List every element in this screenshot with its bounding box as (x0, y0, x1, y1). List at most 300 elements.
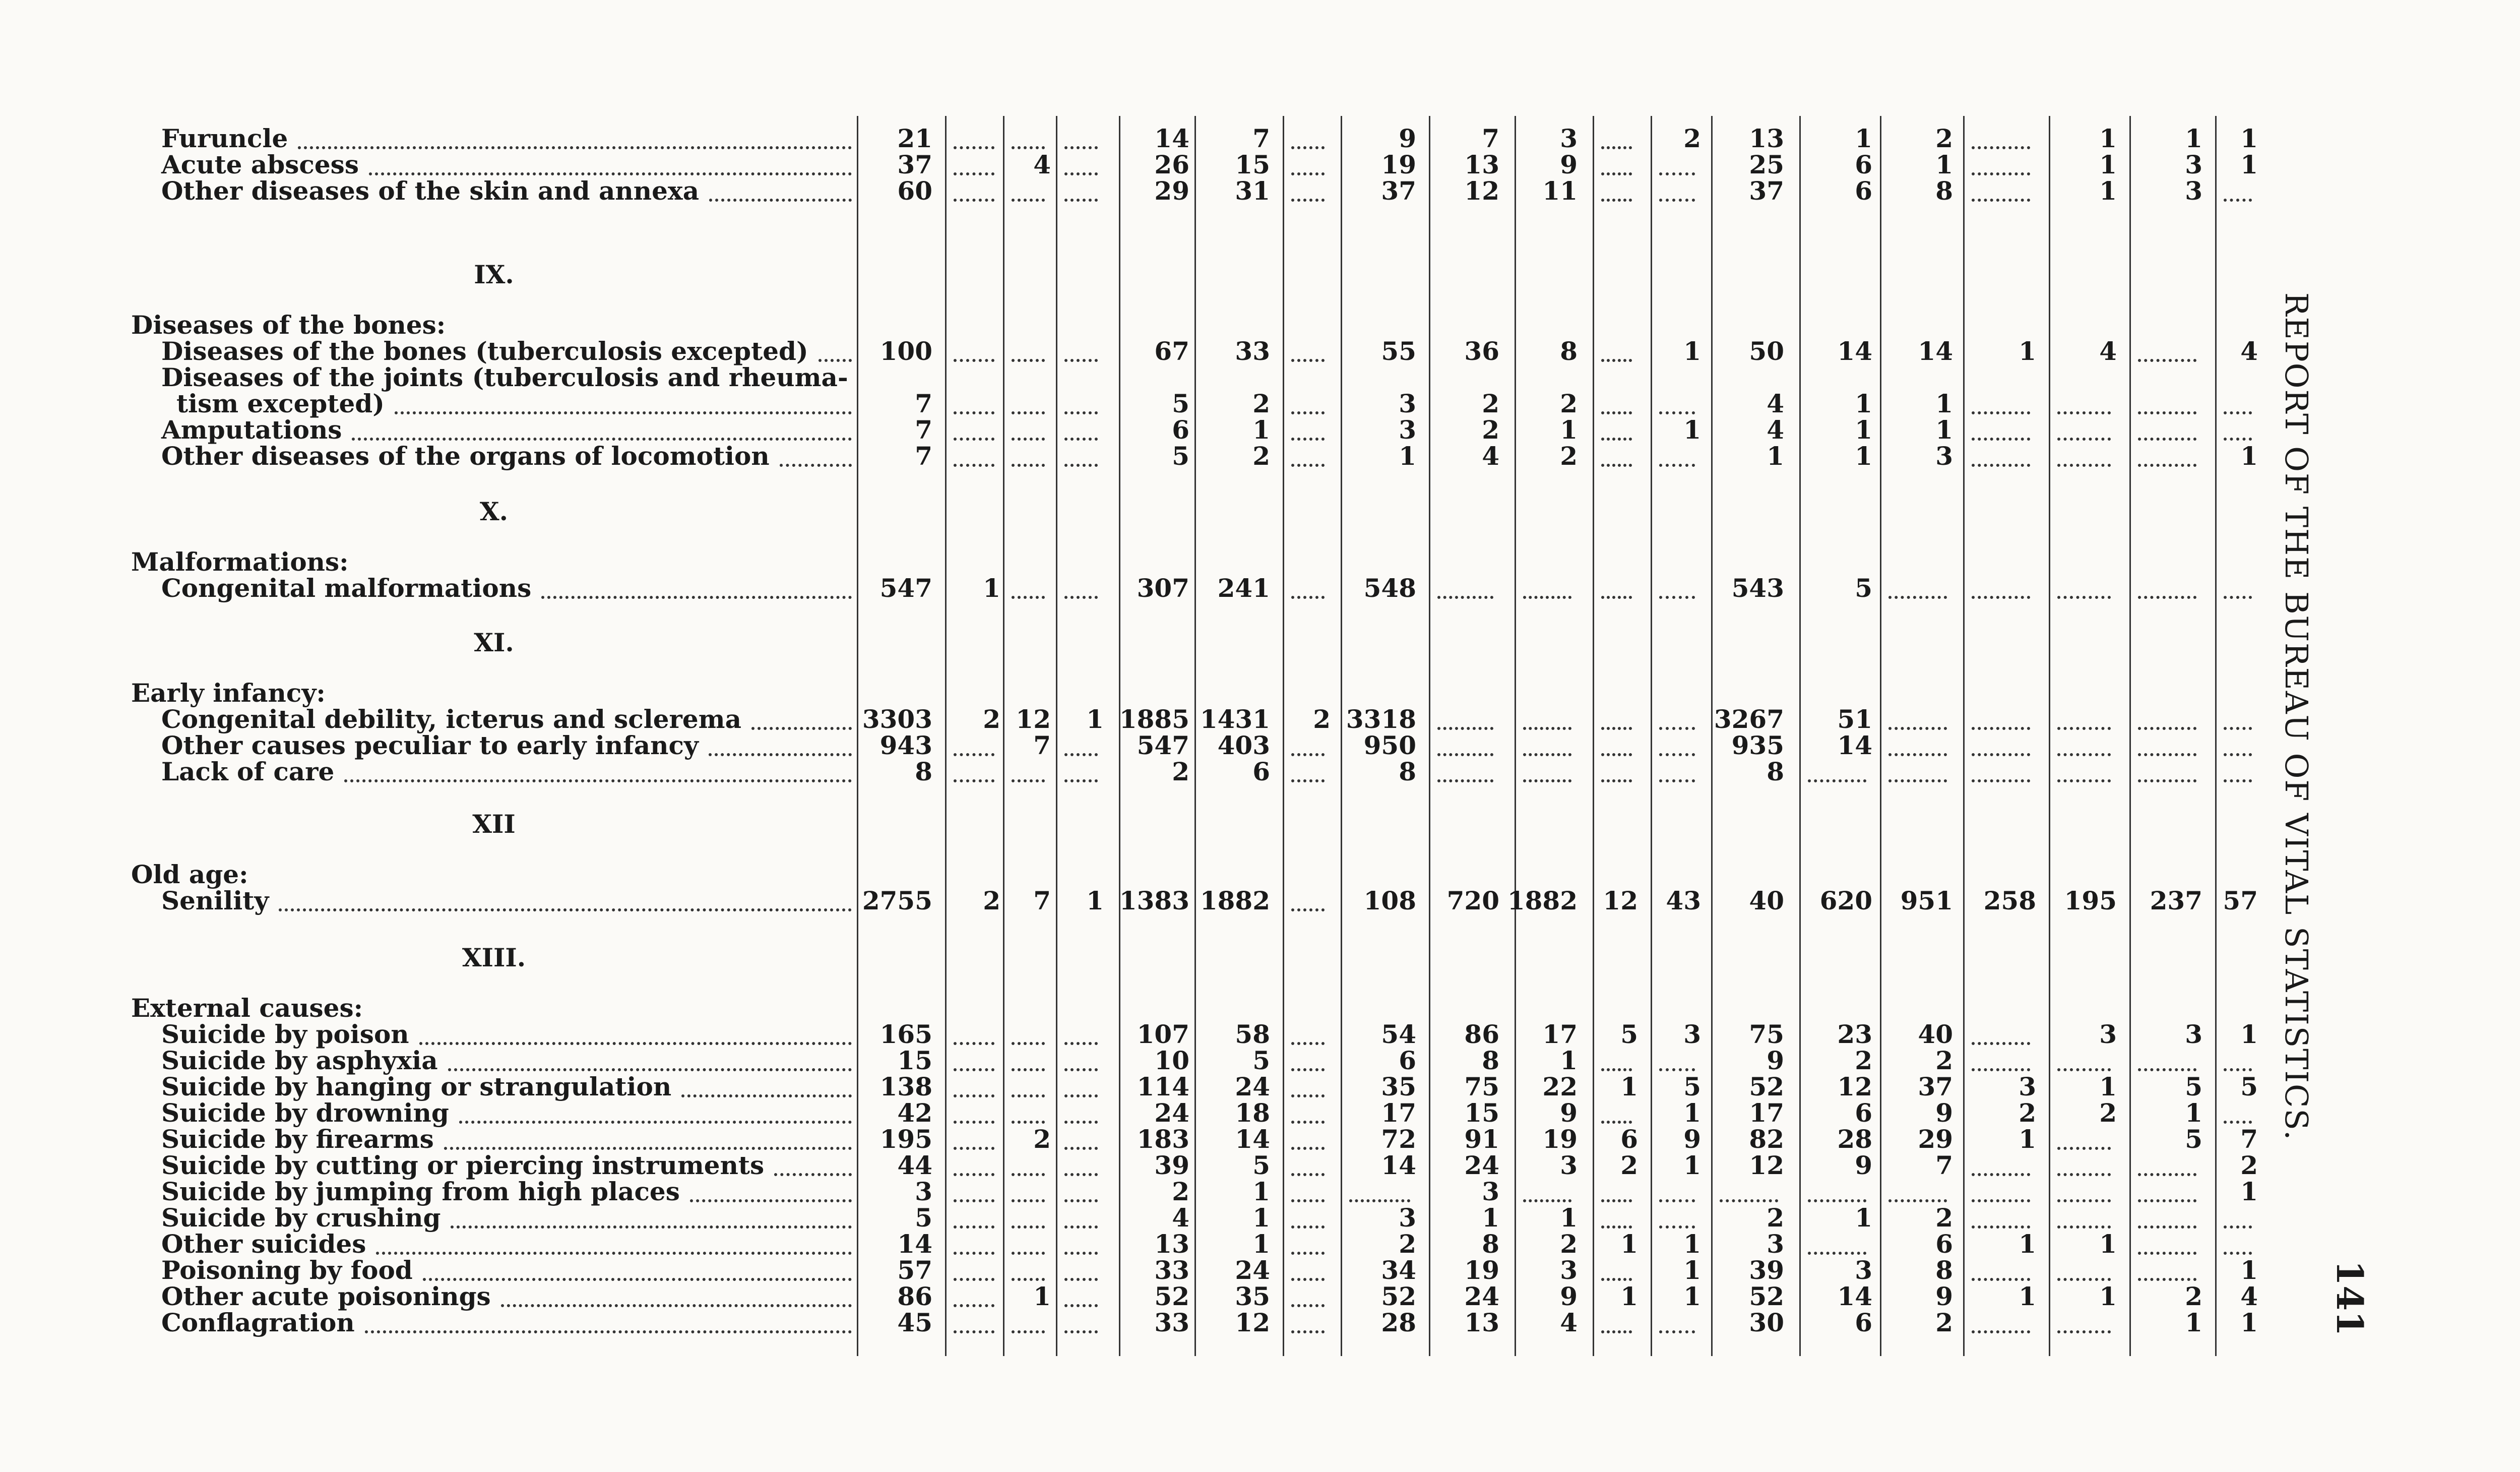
leader-dots (344, 779, 852, 782)
empty-cell-dots (1064, 199, 1098, 202)
leader-dots (709, 753, 852, 756)
table-cell: 114 (1137, 1072, 1189, 1101)
table-cell: 3 (2019, 1072, 2036, 1101)
table-cell: 12 (1464, 176, 1499, 206)
table-cell: 4 (1482, 441, 1499, 471)
table-cell: 29 (1918, 1124, 1953, 1154)
leader-dots (419, 1042, 852, 1045)
table-cell: 30 (1749, 1308, 1784, 1337)
empty-cell-dots (1291, 411, 1325, 414)
table-cell: 2 (1767, 1203, 1784, 1233)
table-cell: 19 (1464, 1255, 1499, 1285)
row-label: Other suicides (161, 1229, 366, 1259)
empty-cell-dots (1012, 779, 1045, 782)
leader-dots (681, 1094, 852, 1097)
group-heading: Diseases of the bones: (131, 310, 446, 340)
row-label: Suicide by hanging or strangulation (161, 1072, 672, 1101)
empty-cell-dots (1972, 1042, 2030, 1045)
table-cell: 11 (1542, 176, 1578, 206)
table-cell: 2 (1482, 415, 1499, 445)
table-cell: 241 (1217, 573, 1270, 603)
section-numeral: IX. (474, 260, 514, 289)
empty-cell-dots (1659, 753, 1695, 756)
empty-cell-dots (1064, 1199, 1098, 1202)
table-cell: 6 (1855, 1308, 1872, 1337)
table-cell: 2 (1172, 1177, 1189, 1206)
table-cell: 1 (983, 573, 1000, 603)
table-cell: 1 (1767, 441, 1784, 471)
empty-cell-dots (1012, 359, 1045, 362)
empty-cell-dots (1012, 1173, 1045, 1176)
empty-cell-dots (1888, 727, 1947, 730)
empty-cell-dots (1064, 753, 1098, 756)
empty-cell-dots (2057, 438, 2111, 441)
empty-cell-dots (1972, 779, 2030, 782)
empty-cell-dots (1064, 1094, 1098, 1097)
row-label: Suicide by jumping from high places (161, 1177, 680, 1206)
empty-cell-dots (1523, 779, 1571, 782)
table-cell: 34 (1381, 1255, 1416, 1285)
table-cell: 1 (1252, 1229, 1270, 1259)
row-label: Furuncle (161, 124, 288, 153)
column-rule (1056, 116, 1057, 1356)
table-cell: 1 (2099, 1072, 2117, 1101)
group-heading: Early infancy: (131, 678, 326, 708)
empty-cell-dots (1601, 1199, 1632, 1202)
table-cell: 14 (1918, 336, 1953, 366)
table-cell: 57 (897, 1255, 932, 1285)
table-cell: 86 (897, 1281, 932, 1311)
table-cell: 40 (1749, 886, 1784, 915)
empty-cell-dots (954, 1094, 994, 1097)
table-cell: 2 (1252, 441, 1270, 471)
empty-cell-dots (1064, 1068, 1098, 1071)
empty-cell-dots (1064, 596, 1098, 599)
table-cell: 57 (2223, 886, 2258, 915)
table-cell: 14 (1837, 1281, 1872, 1311)
table-cell: 2 (2240, 1150, 2258, 1180)
row-label: Diseases of the joints (tuberculosis and rheuma- (161, 362, 848, 392)
empty-cell-dots (2224, 779, 2252, 782)
leader-dots (541, 596, 852, 599)
leader-dots (709, 199, 852, 202)
table-cell: 43 (1666, 886, 1701, 915)
empty-cell-dots (1972, 1173, 2030, 1176)
empty-cell-dots (1888, 1199, 1947, 1202)
table-cell: 14 (897, 1229, 932, 1259)
table-cell: 1885 (1119, 704, 1189, 734)
table-cell: 307 (1137, 573, 1189, 603)
table-cell: 3 (2185, 150, 2202, 179)
empty-cell-dots (2057, 1068, 2111, 1071)
table-cell: 28 (1381, 1308, 1416, 1337)
table-cell: 8 (1482, 1046, 1499, 1075)
table-cell: 951 (1900, 886, 1953, 915)
empty-cell-dots (1808, 779, 1866, 782)
empty-cell-dots (1437, 779, 1493, 782)
table-cell: 82 (1749, 1124, 1784, 1154)
empty-cell-dots (1523, 753, 1571, 756)
table-cell: 12 (1603, 886, 1638, 915)
empty-cell-dots (2057, 1147, 2111, 1150)
table-cell: 548 (1363, 573, 1416, 603)
table-cell: 1 (2019, 336, 2036, 366)
table-cell: 2 (1482, 389, 1499, 418)
empty-cell-dots (2138, 727, 2196, 730)
table-cell: 108 (1363, 886, 1416, 915)
table-cell: 12 (1749, 1150, 1784, 1180)
leader-dots (376, 1252, 852, 1255)
table-cell: 14 (1235, 1124, 1270, 1154)
table-cell: 2 (1683, 124, 1701, 153)
table-cell: 1 (1560, 415, 1578, 445)
empty-cell-dots (2057, 1173, 2111, 1176)
empty-cell-dots (1972, 411, 2030, 414)
empty-cell-dots (2224, 1121, 2252, 1124)
table-cell: 2 (1620, 1150, 1638, 1180)
empty-cell-dots (1659, 464, 1695, 467)
row-label: Suicide by drowning (161, 1098, 449, 1128)
empty-cell-dots (2224, 199, 2252, 202)
row-label: Congenital malformations (161, 573, 532, 603)
table-cell: 15 (1464, 1098, 1499, 1128)
table-cell: 1 (2019, 1281, 2036, 1311)
empty-cell-dots (2138, 596, 2196, 599)
table-cell: 1 (1935, 150, 1953, 179)
table-cell: 13 (1749, 124, 1784, 153)
table-cell: 1 (2240, 1177, 2258, 1206)
table-cell: 52 (1749, 1281, 1784, 1311)
empty-cell-dots (1012, 199, 1045, 202)
column-rule (2129, 116, 2131, 1356)
table-cell: 1 (1399, 441, 1416, 471)
table-cell: 24 (1235, 1255, 1270, 1285)
table-cell: 1 (1252, 1203, 1270, 1233)
group-heading: Malformations: (131, 547, 349, 577)
empty-cell-dots (1012, 596, 1045, 599)
section-numeral: X. (479, 497, 509, 526)
section-numeral: XII (472, 809, 516, 839)
leader-dots (459, 1121, 852, 1124)
table-cell: 1882 (1507, 886, 1578, 915)
empty-cell-dots (1064, 1042, 1098, 1045)
empty-cell-dots (954, 1199, 994, 1202)
empty-cell-dots (954, 1278, 994, 1281)
table-cell: 100 (879, 336, 932, 366)
empty-cell-dots (1888, 596, 1947, 599)
empty-cell-dots (1291, 199, 1325, 202)
empty-cell-dots (1972, 753, 2030, 756)
row-label: Other acute poisonings (161, 1281, 491, 1311)
empty-cell-dots (1012, 411, 1045, 414)
empty-cell-dots (1291, 1173, 1325, 1176)
table-cell: 1 (1683, 1281, 1701, 1311)
column-rule (2049, 116, 2050, 1356)
empty-cell-dots (1012, 1199, 1045, 1202)
table-cell: 9 (1767, 1046, 1784, 1075)
empty-cell-dots (954, 1068, 994, 1071)
table-cell: 3 (2185, 1019, 2202, 1049)
empty-cell-dots (1972, 596, 2030, 599)
table-cell: 6 (1620, 1124, 1638, 1154)
table-cell: 14 (1837, 730, 1872, 760)
row-label: Suicide by cutting or piercing instruments (161, 1150, 765, 1180)
table-cell: 7 (915, 415, 932, 445)
table-cell: 35 (1381, 1072, 1416, 1101)
column-rule (1963, 116, 1965, 1356)
table-cell: 24 (1464, 1281, 1499, 1311)
table-cell: 5 (2185, 1124, 2202, 1154)
empty-cell-dots (1291, 359, 1325, 362)
empty-cell-dots (1437, 596, 1493, 599)
table-cell: 36 (1464, 336, 1499, 366)
table-cell: 1 (2019, 1124, 2036, 1154)
empty-cell-dots (2057, 1225, 2111, 1229)
empty-cell-dots (1064, 411, 1098, 414)
table-cell: 1 (2099, 1281, 2117, 1311)
table-cell: 620 (1819, 886, 1872, 915)
table-cell: 15 (897, 1046, 932, 1075)
running-head: REPORT OF THE BUREAU OF VITAL STATISTICS. (2278, 292, 2315, 1141)
empty-cell-dots (1291, 1121, 1325, 1124)
empty-cell-dots (1012, 464, 1045, 467)
empty-cell-dots (954, 359, 994, 362)
empty-cell-dots (1064, 464, 1098, 467)
table-cell: 7 (915, 389, 932, 418)
table-cell: 138 (879, 1072, 932, 1101)
empty-cell-dots (1523, 727, 1571, 730)
empty-cell-dots (954, 146, 994, 149)
empty-cell-dots (2224, 1068, 2252, 1071)
empty-cell-dots (954, 779, 994, 782)
table-cell: 5 (1855, 573, 1872, 603)
table-cell: 2 (1935, 1203, 1953, 1233)
empty-cell-dots (1012, 1042, 1045, 1045)
table-cell: 1431 (1200, 704, 1270, 734)
empty-cell-dots (2138, 779, 2196, 782)
table-cell: 1 (1683, 1098, 1701, 1128)
table-cell: 14 (1154, 124, 1189, 153)
table-cell: 3 (1560, 1150, 1578, 1180)
table-cell: 1 (1252, 415, 1270, 445)
table-cell: 5 (1252, 1046, 1270, 1075)
empty-cell-dots (2224, 753, 2252, 756)
table-cell: 950 (1363, 730, 1416, 760)
section-numeral: XI. (474, 628, 514, 657)
row-label: Other diseases of the skin and annexa (161, 176, 700, 206)
table-cell: 9 (1560, 1281, 1578, 1311)
table-cell: 13 (1464, 1308, 1499, 1337)
table-cell: 72 (1381, 1124, 1416, 1154)
table-cell: 60 (897, 176, 932, 206)
table-cell: 195 (2064, 886, 2117, 915)
table-cell: 19 (1542, 1124, 1578, 1154)
table-cell: 1 (1033, 1281, 1051, 1311)
table-cell: 183 (1137, 1124, 1189, 1154)
empty-cell-dots (954, 411, 994, 414)
table-cell: 24 (1154, 1098, 1189, 1128)
table-cell: 3 (1482, 1177, 1499, 1206)
empty-cell-dots (1601, 1068, 1632, 1071)
empty-cell-dots (1972, 464, 2030, 467)
table-cell: 86 (1464, 1019, 1499, 1049)
leader-dots (369, 172, 852, 175)
table-cell: 7 (1033, 730, 1051, 760)
empty-cell-dots (954, 1042, 994, 1045)
empty-cell-dots (1064, 438, 1098, 441)
table-cell: 2 (2185, 1281, 2202, 1311)
empty-cell-dots (1291, 146, 1325, 149)
table-cell: 1 (1683, 1150, 1701, 1180)
empty-cell-dots (1291, 1094, 1325, 1097)
table-cell: 31 (1235, 176, 1270, 206)
empty-cell-dots (1012, 1121, 1045, 1124)
empty-cell-dots (1291, 1042, 1325, 1045)
table-cell: 9 (1935, 1098, 1953, 1128)
leader-dots (279, 908, 852, 911)
table-cell: 18 (1235, 1098, 1270, 1128)
table-cell: 2 (1935, 1308, 1953, 1337)
table-cell: 1 (1482, 1203, 1499, 1233)
table-cell: 9 (1560, 1098, 1578, 1128)
table-cell: 13 (1154, 1229, 1189, 1259)
empty-cell-dots (2138, 1068, 2196, 1071)
empty-cell-dots (1064, 146, 1098, 149)
empty-cell-dots (2057, 411, 2111, 414)
empty-cell-dots (1972, 146, 2030, 149)
table-cell: 4 (1033, 150, 1051, 179)
leader-dots (448, 1068, 852, 1071)
table-cell: 17 (1542, 1019, 1578, 1049)
empty-cell-dots (2057, 1330, 2111, 1333)
empty-cell-dots (1659, 1330, 1695, 1333)
table-cell: 9 (1399, 124, 1416, 153)
table-cell: 237 (2150, 886, 2202, 915)
section-numeral: XIII. (462, 943, 526, 972)
empty-cell-dots (2224, 1225, 2252, 1229)
table-cell: 12 (1837, 1072, 1872, 1101)
table-cell: 943 (879, 730, 932, 760)
table-cell: 75 (1464, 1072, 1499, 1101)
row-label: Suicide by crushing (161, 1203, 441, 1233)
table-cell: 9 (1560, 150, 1578, 179)
empty-cell-dots (1291, 464, 1325, 467)
leader-dots (423, 1278, 852, 1281)
table-cell: 50 (1749, 336, 1784, 366)
table-cell: 17 (1381, 1098, 1416, 1128)
table-cell: 7 (1935, 1150, 1953, 1180)
table-cell: 12 (1235, 1308, 1270, 1337)
table-cell: 1 (2099, 1229, 2117, 1259)
table-cell: 1 (2019, 1229, 2036, 1259)
empty-cell-dots (954, 1252, 994, 1255)
empty-cell-dots (1972, 1330, 2030, 1333)
table-cell: 33 (1154, 1255, 1189, 1285)
empty-cell-dots (1291, 1199, 1325, 1202)
leader-dots (395, 411, 852, 414)
empty-cell-dots (954, 438, 994, 441)
table-cell: 4 (1560, 1308, 1578, 1337)
table-cell: 6 (1855, 176, 1872, 206)
table-cell: 5 (915, 1203, 932, 1233)
table-cell: 3318 (1346, 704, 1416, 734)
table-cell: 8 (1935, 1255, 1953, 1285)
empty-cell-dots (2057, 779, 2111, 782)
leader-dots (298, 146, 852, 149)
table-cell: 720 (1446, 886, 1499, 915)
table-cell: 3 (1935, 441, 1953, 471)
empty-cell-dots (1064, 779, 1098, 782)
table-cell: 2 (1172, 757, 1189, 786)
empty-cell-dots (1437, 727, 1493, 730)
table-cell: 24 (1235, 1072, 1270, 1101)
group-heading: Old age: (131, 860, 248, 889)
column-rule (945, 116, 947, 1356)
leader-dots (444, 1147, 852, 1150)
empty-cell-dots (1064, 1252, 1098, 1255)
table-cell: 8 (1482, 1229, 1499, 1259)
table-cell: 67 (1154, 336, 1189, 366)
table-cell: 1 (2099, 150, 2117, 179)
empty-cell-dots (1972, 1068, 2030, 1071)
row-label-continuation: tism excepted) (176, 389, 385, 418)
table-cell: 1 (2185, 124, 2202, 153)
table-cell: 4 (1172, 1203, 1189, 1233)
table-cell: 2755 (862, 886, 932, 915)
empty-cell-dots (954, 1330, 994, 1333)
table-cell: 19 (1381, 150, 1416, 179)
empty-cell-dots (954, 1173, 994, 1176)
table-cell: 1 (1086, 886, 1104, 915)
table-cell: 6 (1172, 415, 1189, 445)
column-rule (1283, 116, 1284, 1356)
empty-cell-dots (1601, 411, 1632, 414)
table-cell: 1 (2185, 1308, 2202, 1337)
table-cell: 5 (2185, 1072, 2202, 1101)
table-cell: 1 (2185, 1098, 2202, 1128)
empty-cell-dots (2224, 411, 2252, 414)
table-cell: 5 (1683, 1072, 1701, 1101)
empty-cell-dots (1972, 1225, 2030, 1229)
empty-cell-dots (1291, 1304, 1325, 1307)
table-cell: 107 (1137, 1019, 1189, 1049)
table-cell: 8 (915, 757, 932, 786)
table-cell: 2 (1252, 389, 1270, 418)
empty-cell-dots (1808, 1252, 1866, 1255)
table-cell: 1 (1683, 336, 1701, 366)
leader-dots (451, 1225, 852, 1229)
table-cell: 17 (1749, 1098, 1784, 1128)
table-cell: 3 (2185, 176, 2202, 206)
table-cell: 4 (2099, 336, 2117, 366)
empty-cell-dots (2224, 596, 2252, 599)
table-cell: 24 (1464, 1150, 1499, 1180)
empty-cell-dots (1012, 146, 1045, 149)
row-label: Diseases of the bones (tuberculosis excepted) (161, 336, 808, 366)
table-cell: 5 (2240, 1072, 2258, 1101)
empty-cell-dots (1012, 1278, 1045, 1281)
empty-cell-dots (1012, 1094, 1045, 1097)
empty-cell-dots (1064, 1304, 1098, 1307)
table-cell: 165 (879, 1019, 932, 1049)
table-cell: 1 (1252, 1177, 1270, 1206)
table-cell: 4 (2240, 1281, 2258, 1311)
table-cell: 4 (2240, 336, 2258, 366)
table-cell: 21 (897, 124, 932, 153)
empty-cell-dots (1659, 1199, 1695, 1202)
empty-cell-dots (2138, 438, 2196, 441)
empty-cell-dots (1064, 1173, 1098, 1176)
